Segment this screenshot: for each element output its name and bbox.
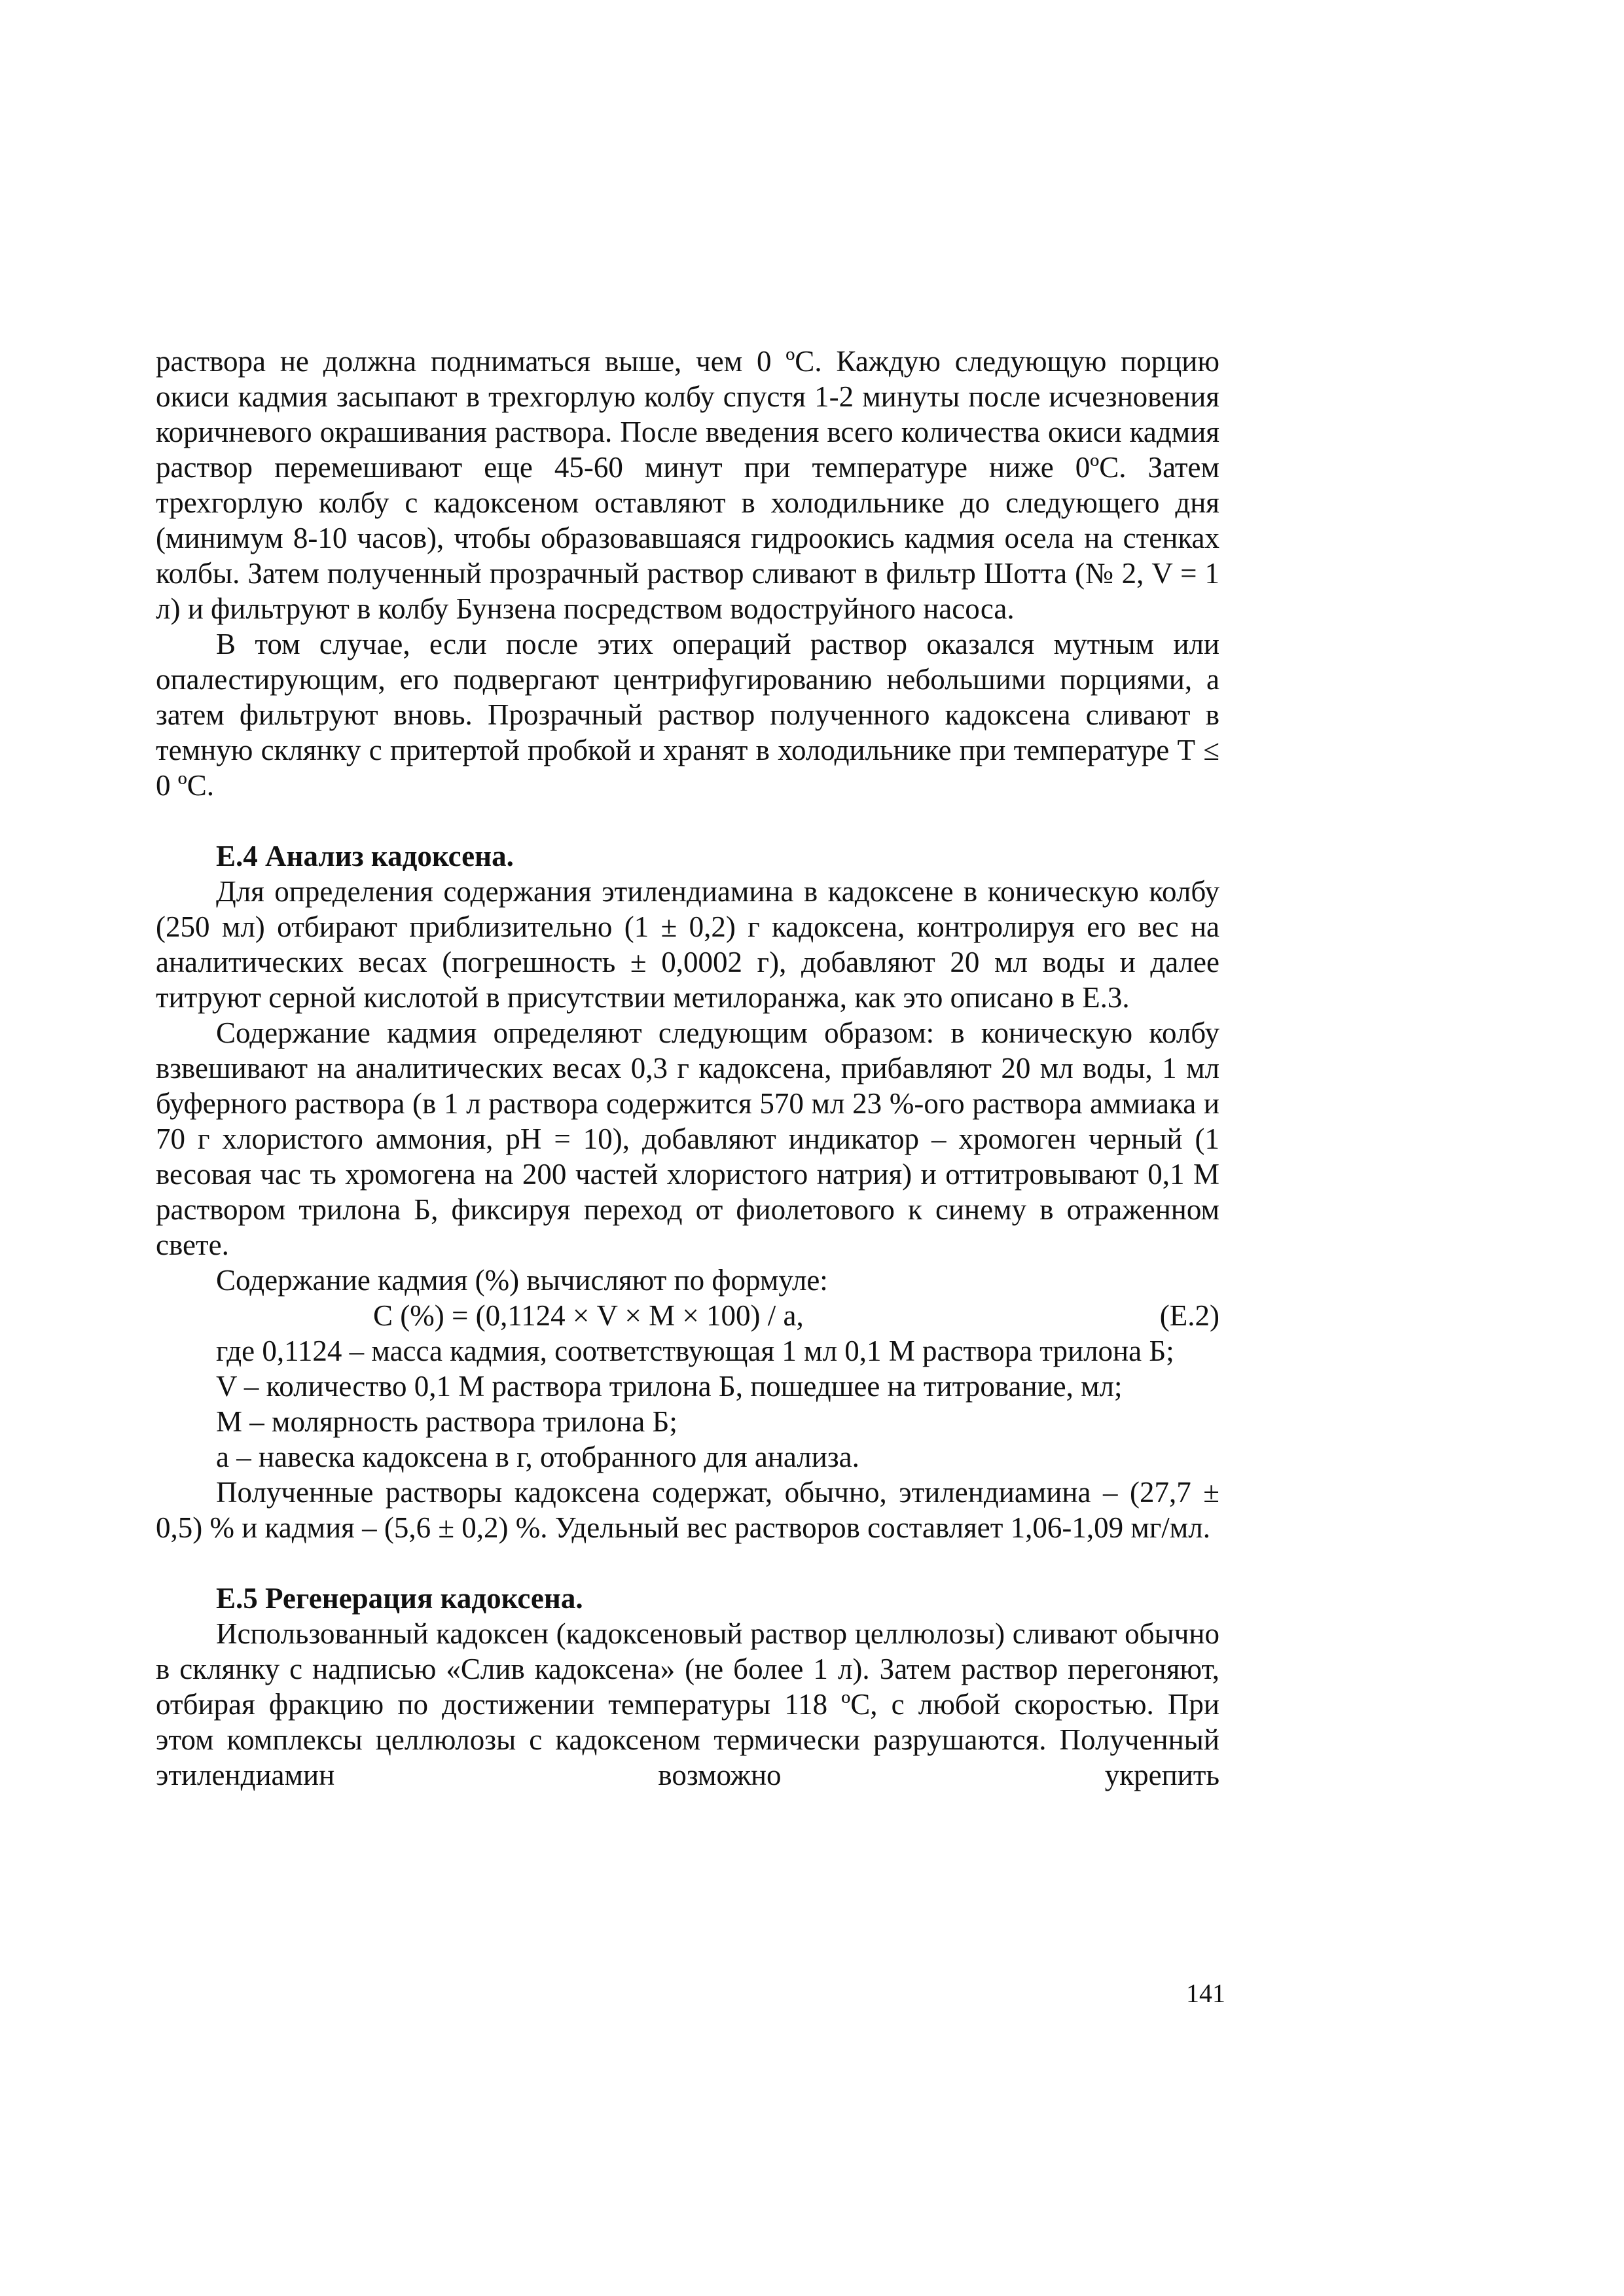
formula: С (%) = (0,1124 × V × М × 100) / а, — [373, 1299, 804, 1332]
formula-row — [156, 1298, 1219, 1333]
continuation-paragraph-1: раствора не должна подниматься выше, чем 0 ºС. Каждую следующую порцию окиси кадмия засыпают в трехгорлую колбу спустя 1-2 минуты после исчезновения коричневого окрашивания раствора. После введения всего количества окиси кадмия раствор перемешивают еще 45-60 минут при температуре ниже 0ºС. Затем трехгорлую колбу с кадоксеном оставляют в холодильнике до следующего дня (минимум 8-10 часов), чтобы образовавшаяся гидроокись кадмия осела на стенках колбы. Затем полученный прозрачный раствор сливают в фильтр Шотта (№ 2, V = 1 л) и фильтруют в колбу Бунзена посредством водоструйного насоса. — [156, 345, 1219, 625]
page-body — [156, 344, 1219, 1793]
continuation-paragraph-2: В том случае, если после этих операций раствор оказался мутным или опалестирующим, его подвергают центрифугированию небольшими порциями, а затем фильтруют вновь. Прозрачный раствор полученного кадоксена сливают в темную склянку с притертой пробкой и хранят в холодильнике при температуре Т ≤ 0 ºС. — [156, 628, 1219, 802]
legend-item: V – количество 0,1 М раствора трилона Б, пошедшее на титрование, мл; — [216, 1370, 1123, 1403]
formula-intro: Содержание кадмия (%) вычисляют по формуле: — [216, 1264, 828, 1297]
section-spacer — [156, 1545, 1219, 1581]
page-number: 141 — [1186, 1979, 1225, 2008]
section-e4-heading: Е.4 Анализ кадоксена. — [216, 840, 514, 872]
section-e4-paragraph-2: Содержание кадмия определяют следующим образом: в коническую колбу взвешивают на аналитических весах 0,3 г кадоксена, прибавляют 20 мл воды, 1 мл буферного раствора (в 1 л раствора содержится 570 мл 23 %-ого раствора аммиака и 70 г хлористого аммония, рН = 10), добавляют индикатор – хромоген черный (1 весовая час ть хромогена на 200 частей хлористого натрия) и оттитровывают 0,1 М раствором трилона Б, фиксируя переход от фиолетового к синему в отраженном свете. — [156, 1016, 1219, 1261]
formula-number: (Е.2) — [1159, 1299, 1219, 1332]
section-spacer — [156, 803, 1219, 838]
section-e5-heading: Е.5 Регенерация кадоксена. — [216, 1582, 583, 1615]
legend-item: а – навеска кадоксена в г, отобранного для анализа. — [216, 1441, 859, 1473]
legend-item: где 0,1124 – масса кадмия, соответствующая 1 мл 0,1 М раствора трилона Б; — [216, 1335, 1174, 1367]
legend-item: М – молярность раствора трилона Б; — [216, 1405, 677, 1438]
section-e5-paragraph-1: Использованный кадоксен (кадоксеновый раствор целлюлозы) сливают обычно в склянку с надписью «Слив кадоксена» (не более 1 л). Затем раствор перегоняют, отбирая фракцию по достижении температуры 118 ºС, с любой скоростью. При этом комплексы целлюлозы с кадоксеном термически разрушаются. Полученный этилендиамин возможно укрепить — [156, 1617, 1219, 1791]
section-e4-paragraph-1: Для определения содержания этилендиамина в кадоксене в коническую колбу (250 мл) отбирают приблизительно (1 ± 0,2) г кадоксена, контролируя его вес на аналитических весах (погрешность ± 0,0002 г), добавляют 20 мл воды и далее титруют серной кислотой в присутствии метилоранжа, как это описано в Е.3. — [156, 875, 1219, 1014]
section-e4-paragraph-3: Полученные растворы кадоксена содержат, обычно, этилендиамина – (27,7 ± 0,5) % и кадмия – (5,6 ± 0,2) %. Удельный вес растворов составляет 1,06-1,09 мг/мл. — [156, 1476, 1219, 1544]
